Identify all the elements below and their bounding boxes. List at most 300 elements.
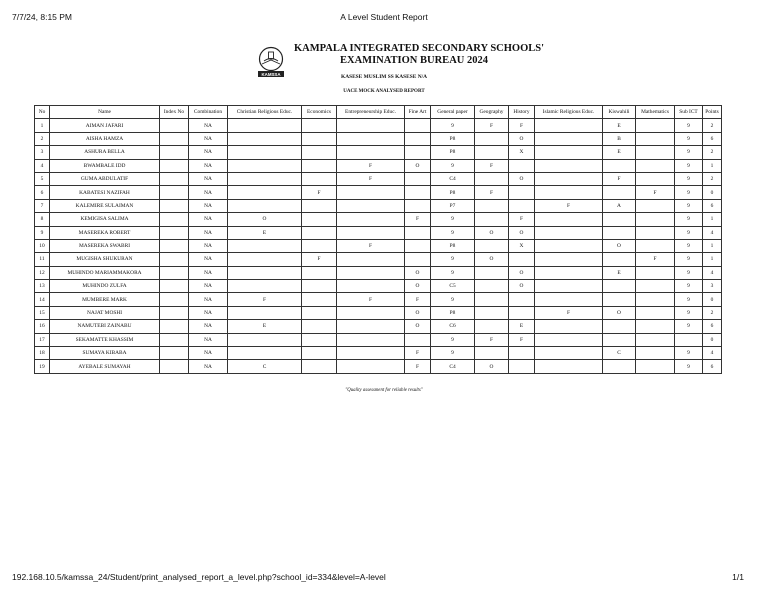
table-cell: [160, 132, 189, 145]
school-line-2: EXAMINATION BUREAU 2024: [340, 54, 488, 66]
student-name-cell: KEMIGISA SALIMA: [50, 213, 160, 226]
table-cell: 9: [675, 159, 703, 172]
table-cell: [337, 213, 405, 226]
column-header: Combination: [189, 106, 228, 119]
table-cell: 9: [675, 347, 703, 360]
table-cell: NA: [189, 199, 228, 212]
table-cell: 14: [35, 293, 50, 306]
table-cell: [509, 186, 535, 199]
table-cell: [603, 159, 636, 172]
table-cell: 4: [703, 266, 722, 279]
table-row: [35, 306, 722, 319]
table-cell: [337, 132, 405, 145]
table-cell: NA: [189, 266, 228, 279]
table-cell: F: [302, 253, 337, 266]
table-cell: [535, 132, 603, 145]
table-cell: [302, 199, 337, 212]
student-name-cell: NAJAT MOSHI: [50, 306, 160, 319]
table-cell: [535, 186, 603, 199]
table-cell: [535, 159, 603, 172]
table-cell: [302, 132, 337, 145]
table-cell: [228, 119, 302, 132]
table-cell: 9: [675, 280, 703, 293]
table-cell: E: [228, 320, 302, 333]
table-cell: [228, 199, 302, 212]
table-cell: 4: [35, 159, 50, 172]
table-cell: 9: [431, 119, 475, 132]
table-row: [35, 119, 722, 132]
student-name-cell: MUMBERE MARK: [50, 293, 160, 306]
table-header-row: [35, 106, 722, 119]
table-cell: 9: [431, 226, 475, 239]
table-cell: [302, 159, 337, 172]
table-cell: C: [603, 347, 636, 360]
table-cell: [535, 146, 603, 159]
table-cell: 16: [35, 320, 50, 333]
table-cell: [475, 172, 509, 185]
table-cell: [228, 347, 302, 360]
table-row: [35, 226, 722, 239]
table-cell: O: [509, 172, 535, 185]
table-cell: [636, 320, 675, 333]
table-cell: [160, 333, 189, 346]
table-cell: 2: [703, 172, 722, 185]
table-cell: NA: [189, 306, 228, 319]
table-cell: [475, 239, 509, 252]
table-cell: NA: [189, 239, 228, 252]
table-cell: 2: [703, 146, 722, 159]
print-url: 192.168.10.5/kamssa_24/Student/print_analysed_report_a_level.php?school_id=334&level=A-level: [12, 572, 386, 582]
table-cell: 17: [35, 333, 50, 346]
table-cell: 4: [703, 226, 722, 239]
table-cell: 2: [703, 119, 722, 132]
table-cell: X: [509, 146, 535, 159]
table-cell: P8: [431, 306, 475, 319]
table-cell: [405, 146, 431, 159]
table-cell: O: [405, 320, 431, 333]
table-cell: 9: [675, 132, 703, 145]
table-cell: O: [603, 306, 636, 319]
table-cell: [160, 239, 189, 252]
table-cell: 9: [675, 360, 703, 373]
table-cell: [603, 280, 636, 293]
table-cell: 9: [675, 306, 703, 319]
table-cell: 5: [35, 172, 50, 185]
table-cell: [302, 280, 337, 293]
table-cell: [603, 333, 636, 346]
table-cell: 9: [675, 320, 703, 333]
table-cell: 13: [35, 280, 50, 293]
table-cell: [636, 266, 675, 279]
table-cell: [337, 347, 405, 360]
table-cell: [337, 226, 405, 239]
page-number: 1/1: [732, 572, 744, 582]
table-cell: C5: [431, 280, 475, 293]
table-cell: F: [475, 159, 509, 172]
table-cell: O: [475, 253, 509, 266]
table-cell: F: [636, 186, 675, 199]
table-cell: [509, 347, 535, 360]
table-cell: [302, 333, 337, 346]
table-cell: F: [405, 360, 431, 373]
table-cell: F: [636, 253, 675, 266]
table-cell: [302, 320, 337, 333]
student-name-cell: SUMAYA KIBABA: [50, 347, 160, 360]
student-name-cell: BWAMBALE IDD: [50, 159, 160, 172]
table-cell: F: [337, 159, 405, 172]
table-cell: [509, 293, 535, 306]
column-header: Index No: [160, 106, 189, 119]
table-cell: [337, 146, 405, 159]
table-cell: F: [535, 199, 603, 212]
table-cell: [302, 293, 337, 306]
table-cell: [337, 320, 405, 333]
table-cell: [405, 333, 431, 346]
table-row: [35, 280, 722, 293]
table-cell: [337, 186, 405, 199]
table-cell: F: [475, 119, 509, 132]
table-cell: 9: [675, 266, 703, 279]
table-cell: F: [405, 213, 431, 226]
table-cell: NA: [189, 132, 228, 145]
table-cell: [603, 226, 636, 239]
table-cell: [535, 266, 603, 279]
table-cell: 9: [675, 119, 703, 132]
table-cell: [302, 347, 337, 360]
table-cell: [675, 333, 703, 346]
student-name-cell: MUHINDO ZULFA: [50, 280, 160, 293]
table-cell: [228, 239, 302, 252]
table-cell: [535, 172, 603, 185]
table-cell: 6: [703, 132, 722, 145]
table-cell: [337, 253, 405, 266]
table-cell: [228, 186, 302, 199]
table-cell: [636, 280, 675, 293]
table-cell: F: [509, 213, 535, 226]
table-cell: [636, 306, 675, 319]
table-cell: F: [405, 347, 431, 360]
student-name-cell: NAMUTEBI ZAINABU: [50, 320, 160, 333]
table-cell: P8: [431, 132, 475, 145]
print-doc-title: A Level Student Report: [340, 12, 428, 22]
table-cell: [337, 199, 405, 212]
table-cell: [535, 333, 603, 346]
table-cell: 0: [703, 186, 722, 199]
table-row: [35, 239, 722, 252]
table-cell: [160, 360, 189, 373]
student-name-cell: MASEREKA ROBERT: [50, 226, 160, 239]
table-cell: F: [509, 119, 535, 132]
column-header: Islamic Religious Educ.: [535, 106, 603, 119]
table-cell: [160, 280, 189, 293]
table-cell: [475, 293, 509, 306]
column-header: No: [35, 106, 50, 119]
table-cell: 1: [703, 253, 722, 266]
table-cell: [160, 186, 189, 199]
table-cell: [636, 239, 675, 252]
table-cell: [475, 146, 509, 159]
print-datetime: 7/7/24, 8:15 PM: [12, 12, 73, 22]
table-cell: 18: [35, 347, 50, 360]
table-cell: 9: [675, 293, 703, 306]
school-line-1: KAMPALA INTEGRATED SECONDARY SCHOOLS': [294, 43, 545, 54]
table-cell: [405, 253, 431, 266]
table-cell: [160, 347, 189, 360]
table-cell: C: [228, 360, 302, 373]
table-cell: [603, 360, 636, 373]
table-cell: [535, 293, 603, 306]
table-cell: O: [603, 239, 636, 252]
table-cell: F: [535, 306, 603, 319]
student-name-cell: KALEMIRE SULAIMAN: [50, 199, 160, 212]
table-cell: [160, 226, 189, 239]
table-cell: [160, 199, 189, 212]
table-cell: [535, 119, 603, 132]
table-cell: 3: [35, 146, 50, 159]
table-cell: NA: [189, 320, 228, 333]
table-cell: [475, 199, 509, 212]
table-cell: F: [509, 333, 535, 346]
table-cell: P8: [431, 239, 475, 252]
table-cell: [475, 306, 509, 319]
student-name-cell: SEKAMATTE KHASSIM: [50, 333, 160, 346]
table-cell: F: [337, 172, 405, 185]
table-cell: C4: [431, 172, 475, 185]
table-cell: NA: [189, 253, 228, 266]
table-cell: C4: [431, 360, 475, 373]
table-cell: [509, 159, 535, 172]
footer-quote: "Quality assessment for reliable results": [345, 388, 423, 393]
table-row: [35, 213, 722, 226]
table-cell: 9: [431, 347, 475, 360]
table-cell: [337, 266, 405, 279]
table-cell: F: [475, 333, 509, 346]
table-cell: 1: [35, 119, 50, 132]
table-cell: [535, 347, 603, 360]
table-cell: [603, 213, 636, 226]
table-cell: [302, 239, 337, 252]
table-cell: C6: [431, 320, 475, 333]
table-cell: [636, 159, 675, 172]
table-row: [35, 159, 722, 172]
table-cell: NA: [189, 347, 228, 360]
table-cell: [603, 320, 636, 333]
table-cell: O: [509, 266, 535, 279]
table-cell: O: [228, 213, 302, 226]
table-row: [35, 360, 722, 373]
table-cell: [160, 253, 189, 266]
table-cell: [475, 132, 509, 145]
table-cell: E: [228, 226, 302, 239]
table-cell: E: [603, 146, 636, 159]
table-cell: [405, 132, 431, 145]
table-cell: NA: [189, 172, 228, 185]
table-cell: [603, 293, 636, 306]
table-row: [35, 347, 722, 360]
table-cell: 9: [431, 293, 475, 306]
table-cell: [636, 347, 675, 360]
table-cell: [228, 132, 302, 145]
table-cell: [509, 253, 535, 266]
table-cell: [302, 146, 337, 159]
student-name-cell: GUMA ABDULATIF: [50, 172, 160, 185]
table-cell: [337, 280, 405, 293]
table-cell: O: [475, 226, 509, 239]
column-header: Fine Art: [405, 106, 431, 119]
table-cell: NA: [189, 293, 228, 306]
table-cell: [636, 146, 675, 159]
table-cell: 4: [703, 347, 722, 360]
column-header: Mathematics: [636, 106, 675, 119]
table-cell: [228, 333, 302, 346]
column-header: Kiswahili: [603, 106, 636, 119]
table-cell: O: [405, 266, 431, 279]
table-row: [35, 172, 722, 185]
table-cell: 1: [703, 239, 722, 252]
report-title: UACE MOCK ANALYSED REPORT: [343, 89, 425, 94]
table-cell: E: [603, 119, 636, 132]
table-cell: 9: [675, 239, 703, 252]
student-name-cell: MUGISHA SHUKURAN: [50, 253, 160, 266]
table-cell: [302, 119, 337, 132]
table-cell: [160, 320, 189, 333]
table-cell: [475, 280, 509, 293]
table-cell: [160, 159, 189, 172]
table-cell: O: [405, 306, 431, 319]
table-cell: [302, 226, 337, 239]
table-cell: [405, 172, 431, 185]
column-header: General paper: [431, 106, 475, 119]
table-cell: [302, 213, 337, 226]
table-cell: 11: [35, 253, 50, 266]
table-cell: 0: [703, 293, 722, 306]
table-cell: [535, 226, 603, 239]
table-cell: [636, 199, 675, 212]
table-row: [35, 333, 722, 346]
table-cell: [302, 266, 337, 279]
table-cell: 9: [675, 172, 703, 185]
table-cell: [636, 360, 675, 373]
column-header: Points: [703, 106, 722, 119]
table-row: [35, 146, 722, 159]
table-cell: O: [405, 280, 431, 293]
table-cell: [302, 172, 337, 185]
table-cell: [475, 266, 509, 279]
table-cell: [535, 360, 603, 373]
table-cell: O: [405, 159, 431, 172]
table-cell: [405, 239, 431, 252]
table-cell: [535, 213, 603, 226]
student-name-cell: AYEBALE SUMAYAH: [50, 360, 160, 373]
table-cell: [509, 199, 535, 212]
table-cell: [160, 293, 189, 306]
table-row: [35, 186, 722, 199]
table-cell: 9: [675, 186, 703, 199]
table-row: [35, 132, 722, 145]
table-cell: [535, 280, 603, 293]
table-cell: 6: [35, 186, 50, 199]
table-cell: 1: [703, 213, 722, 226]
table-cell: NA: [189, 159, 228, 172]
table-cell: [228, 172, 302, 185]
table-cell: [475, 213, 509, 226]
table-cell: [636, 132, 675, 145]
table-cell: [405, 199, 431, 212]
table-cell: [405, 226, 431, 239]
table-cell: NA: [189, 333, 228, 346]
table-cell: [228, 253, 302, 266]
table-cell: O: [509, 132, 535, 145]
column-header: Name: [50, 106, 160, 119]
table-cell: [228, 159, 302, 172]
table-cell: F: [475, 186, 509, 199]
student-name-cell: KABATESI NAZIFAH: [50, 186, 160, 199]
report-table: [34, 105, 722, 374]
table-cell: 9: [675, 199, 703, 212]
table-cell: 9: [431, 213, 475, 226]
table-cell: [603, 253, 636, 266]
table-cell: [475, 320, 509, 333]
table-cell: [228, 280, 302, 293]
table-cell: 9: [35, 226, 50, 239]
table-cell: 9: [431, 333, 475, 346]
table-cell: [509, 306, 535, 319]
table-cell: O: [509, 280, 535, 293]
table-cell: 19: [35, 360, 50, 373]
table-cell: [160, 266, 189, 279]
table-cell: 9: [675, 213, 703, 226]
table-cell: 2: [703, 306, 722, 319]
table-cell: 9: [431, 253, 475, 266]
table-cell: [228, 146, 302, 159]
table-cell: [160, 146, 189, 159]
table-cell: 1: [703, 159, 722, 172]
table-cell: F: [405, 293, 431, 306]
table-cell: A: [603, 199, 636, 212]
table-cell: NA: [189, 360, 228, 373]
table-cell: NA: [189, 213, 228, 226]
table-row: [35, 320, 722, 333]
table-row: [35, 266, 722, 279]
table-cell: NA: [189, 226, 228, 239]
table-cell: [160, 306, 189, 319]
table-cell: B: [603, 132, 636, 145]
table-cell: [636, 333, 675, 346]
table-cell: [160, 119, 189, 132]
table-cell: E: [509, 320, 535, 333]
column-header: History: [509, 106, 535, 119]
student-name-cell: AIMAN JAFARI: [50, 119, 160, 132]
table-cell: 6: [703, 320, 722, 333]
student-name-cell: MUHINDO MARIAMMAKORA: [50, 266, 160, 279]
table-cell: 7: [35, 199, 50, 212]
table-cell: F: [302, 186, 337, 199]
table-cell: 9: [675, 253, 703, 266]
table-cell: 9: [675, 226, 703, 239]
table-cell: [160, 213, 189, 226]
table-cell: 9: [675, 146, 703, 159]
table-row: [35, 293, 722, 306]
table-cell: [302, 306, 337, 319]
table-cell: P7: [431, 199, 475, 212]
table-cell: [535, 253, 603, 266]
table-cell: [302, 360, 337, 373]
table-cell: 10: [35, 239, 50, 252]
table-cell: P8: [431, 186, 475, 199]
table-cell: [337, 119, 405, 132]
school-heading: [294, 43, 544, 66]
table-cell: F: [228, 293, 302, 306]
